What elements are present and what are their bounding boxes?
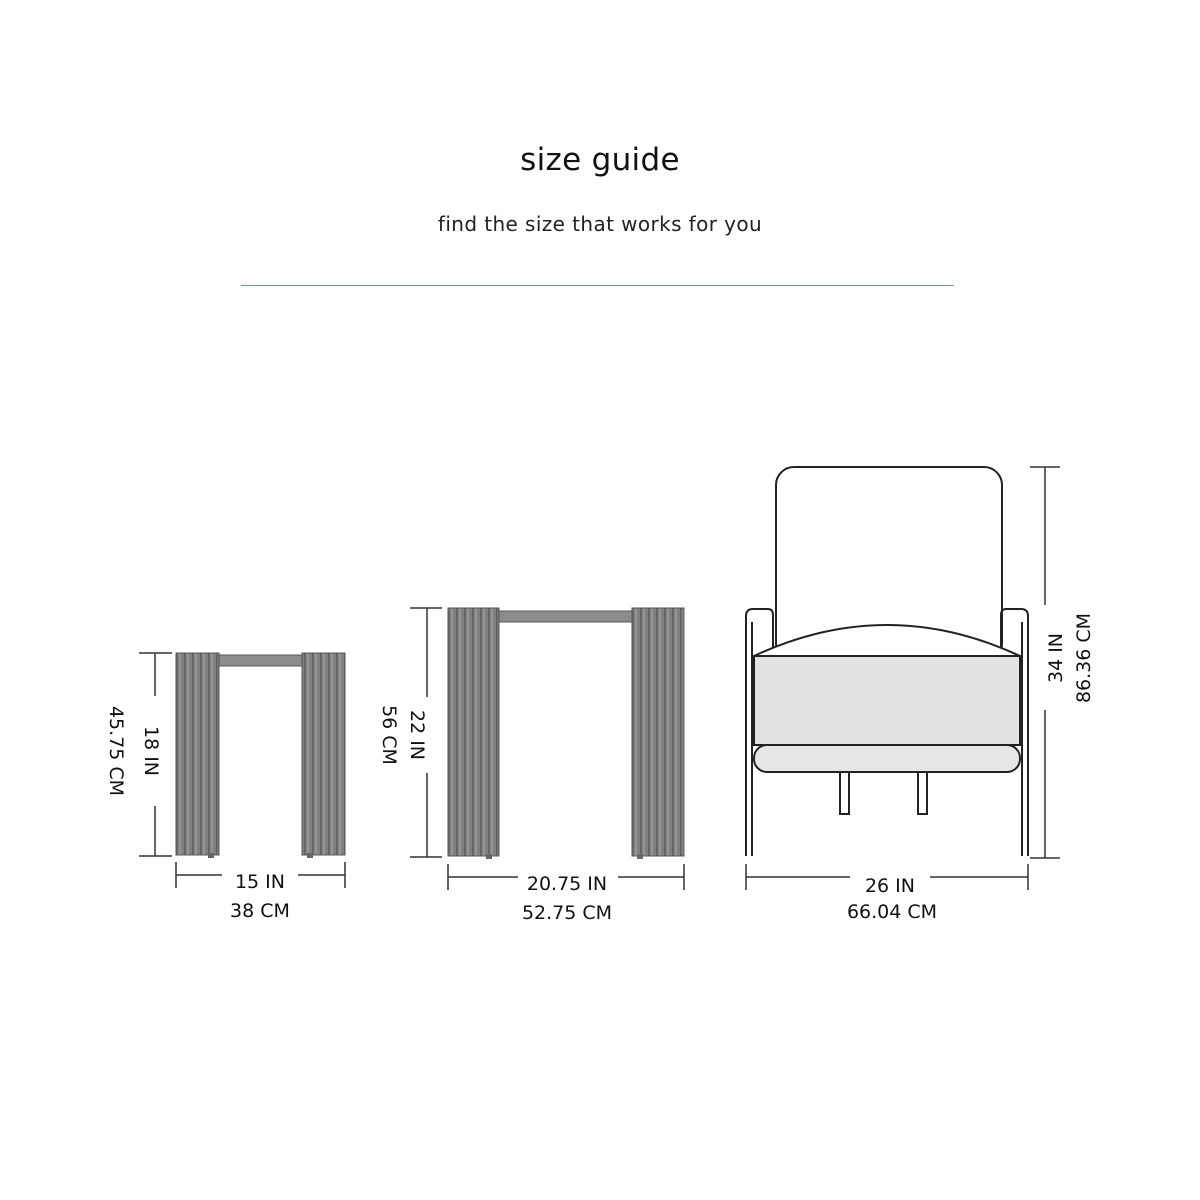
small-table-width-cm: 38 CM (230, 900, 290, 922)
small-table-height-in: 18 IN (140, 725, 162, 777)
large-table-height-cm: 56 CM (378, 705, 400, 765)
large-table-width-cm: 52.75 CM (521, 902, 613, 924)
large-table-illustration (448, 608, 684, 859)
small-table-width-in: 15 IN (234, 871, 286, 893)
lounge-chair-width-cm: 66.04 CM (846, 901, 938, 923)
lounge-chair-illustration (746, 467, 1028, 856)
lounge-chair-height-in: 34 IN (1045, 632, 1067, 684)
page-title: size guide (520, 142, 680, 178)
large-table-width-in: 20.75 IN (526, 873, 608, 895)
small-table-illustration (176, 653, 345, 858)
page-subtitle: find the size that works for you (437, 212, 763, 236)
small-table-height-cm: 45.75 CM (105, 705, 127, 797)
lounge-chair-width-in: 26 IN (864, 875, 916, 897)
large-table-height-in: 22 IN (406, 709, 428, 761)
lounge-chair-height-cm: 86.36 CM (1073, 612, 1095, 704)
